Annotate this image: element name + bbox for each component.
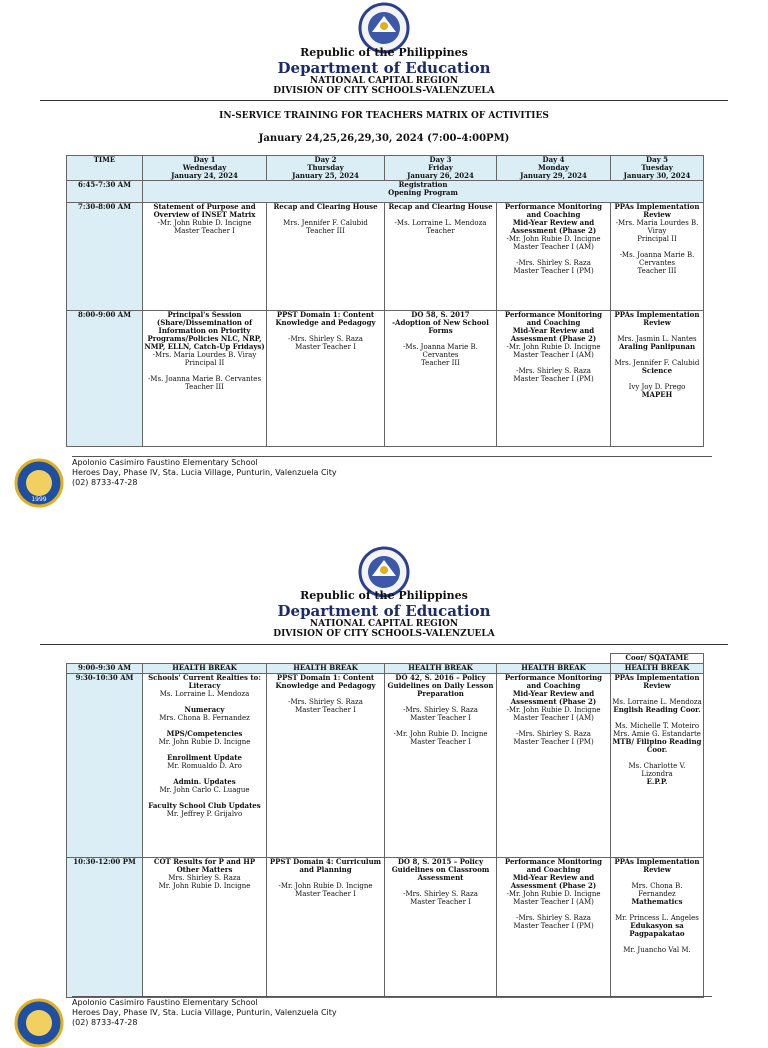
break-cell: HEALTH BREAK	[143, 664, 267, 674]
activity-cell: Statement of Purpose and Overview of INSET Matrix -Mr. John Rubie D. Incigne Master Teacher I	[143, 203, 267, 311]
activity-cell: PPAs Implementation Review Mrs. Chona B. Fernandez Mathematics Mr. Princess L. Angeles Edukasyon sa Pagpapakatao Mr. Juancho Val M.	[611, 858, 704, 998]
activity-cell: PPST Domain 1: Content Knowledge and Pedagogy -Mrs. Shirley S. Raza Master Teacher I	[267, 674, 385, 858]
table-row	[67, 664, 704, 674]
region-label: NATIONAL CAPITAL REGION	[309, 76, 459, 86]
department-label: Department of Education	[277, 59, 491, 77]
activity-cell: Performance Monitoring and Coaching Mid-Year Review and Assessment (Phase 2) -Mr. John Rubie D. Incigne Master Teacher I (AM) -Mrs. Shirley S. Raza Master Teacher I (PM)	[497, 674, 611, 858]
break-cell: HEALTH BREAK	[611, 664, 704, 674]
school-address: Heroes Day, Phase IV, Sta. Lucia Village, Punturin, Valenzuela City	[72, 468, 337, 477]
footer-divider	[72, 996, 712, 997]
table-row	[67, 858, 704, 998]
region-label: NATIONAL CAPITAL REGION	[309, 619, 459, 629]
time-cell: 9:30-10:30 AM	[67, 674, 143, 858]
day-header: Day 2 Thursday January 25, 2024	[267, 156, 385, 181]
activity-cell: DO 8, S. 2015 – Policy Guidelines on Classroom Assessment -Mrs. Shirley S. Raza Master Teacher I	[385, 858, 497, 998]
school-phone: (02) 8733-47-28	[72, 478, 138, 487]
activity-cell: COT Results for P and HP Other Matters Mrs. Shirley S. Raza Mr. John Rubie D. Incigne	[143, 858, 267, 998]
schedule-table-2	[66, 653, 704, 998]
table-row	[67, 203, 704, 311]
svg-text:1999: 1999	[31, 496, 47, 503]
activity-cell: PPST Domain 4: Curriculum and Planning -Mr. John Rubie D. Incigne Master Teacher I	[267, 858, 385, 998]
activity-cell: Recap and Clearing House Mrs. Jennifer F. Calubid Teacher III	[267, 203, 385, 311]
footer-divider	[72, 456, 712, 457]
footer	[72, 458, 337, 488]
table-row	[67, 654, 704, 664]
activity-cell: PPAs Implementation Review Mrs. Jasmin L. Nantes Araling Panlipunan Mrs. Jennifer F. Calubid Science Ivy Joy D. Prego MAPEH	[611, 311, 704, 447]
table-row	[67, 181, 704, 203]
time-header: TIME	[67, 156, 143, 181]
day-header: Day 5 Tuesday January 30, 2024	[611, 156, 704, 181]
day-header: Day 4 Monday January 29, 2024	[497, 156, 611, 181]
school-address: Heroes Day, Phase IV, Sta. Lucia Village, Punturin, Valenzuela City	[72, 1008, 337, 1017]
division-label: DIVISION OF CITY SCHOOLS-VALENZUELA	[273, 629, 495, 639]
header-divider	[40, 644, 728, 645]
table-row	[67, 311, 704, 447]
division-label: DIVISION OF CITY SCHOOLS-VALENZUELA	[273, 86, 495, 96]
table-row	[67, 674, 704, 858]
time-cell: 7:30-8:00 AM	[67, 203, 143, 311]
day-header: Day 3 Friday January 26, 2024	[385, 156, 497, 181]
republic-label: Republic of the Philippines	[300, 46, 468, 59]
page-1	[0, 0, 768, 520]
school-name: Apolonio Casimiro Faustino Elementary School	[72, 998, 258, 1007]
school-logo-icon	[14, 458, 64, 508]
activity-cell: Principal's Session (Share/Dissemination of Information on Priority Programs/Policies NLC, NRP, NMP, ELLN, Catch-Up Fridays) -Mrs. Maria Lourdes B. Viray Principal II -Ms. Joanna Marie B. Cervantes Teacher III	[143, 311, 267, 447]
school-phone: (02) 8733-47-28	[72, 1018, 138, 1027]
document-dates: January 24,25,26,29,30, 2024 (7:00–4:00PM)	[258, 133, 510, 144]
break-cell: HEALTH BREAK	[497, 664, 611, 674]
activity-cell: PPST Domain 1: Content Knowledge and Pedagogy -Mrs. Shirley S. Raza Master Teacher I	[267, 311, 385, 447]
registration-cell: Registration Opening Program	[143, 181, 704, 203]
time-cell: 8:00-9:00 AM	[67, 311, 143, 447]
activity-cell: DO 58, S. 2017 -Adoption of New School Forms -Ms. Joanna Marie B. Cervantes Teacher III	[385, 311, 497, 447]
activity-cell: DO 42, S. 2016 – Policy Guidelines on Daily Lesson Preparation -Mrs. Shirley S. Raza Master Teacher I -Mr. John Rubie D. Incigne Master Teacher I	[385, 674, 497, 858]
department-label: Department of Education	[277, 602, 491, 620]
table-header-row	[67, 156, 704, 181]
activity-cell: Performance Monitoring and Coaching Mid-Year Review and Assessment (Phase 2) -Mr. John Rubie D. Incigne Master Teacher I (AM) -Mrs. Shirley S. Raza Master Teacher I (PM)	[497, 311, 611, 447]
time-cell: 6:45-7:30 AM	[67, 181, 143, 203]
activity-cell: Schools' Current Realties to: Literacy Ms. Lorraine L. Mendoza Numeracy Mrs. Chona B. Fernandez MPS/Competencies Mr. John Rubie D. Incigne Enrollment Update Mr. Romualdo D. Aro Admin. Updates Mr. John Carlo C. Luague Faculty School Club Updates Mr. Jeffrey P. Grijalvo	[143, 674, 267, 858]
schedule-table-1	[66, 155, 704, 447]
activity-cell: PPAs Implementation Review Ms. Lorraine L. Mendoza English Reading Coor. Ms. Michelle T. Moteiro Mrs. Amie G. Estandarte MTB/ Filipino Reading Coor. Ms. Charlotte V. Lizondra E.P.P.	[611, 674, 704, 858]
republic-label: Republic of the Philippines	[300, 589, 468, 602]
activity-cell: Performance Monitoring and Coaching Mid-Year Review and Assessment (Phase 2) -Mr. John Rubie D. Incigne Master Teacher I (AM) -Mrs. Shirley S. Raza Master Teacher I (PM)	[497, 203, 611, 311]
break-cell: HEALTH BREAK	[267, 664, 385, 674]
coor-label: Coor/ SQATAME	[611, 654, 704, 664]
time-cell: 9:00-9:30 AM	[67, 664, 143, 674]
activity-cell: Recap and Clearing House -Ms. Lorraine L. Mendoza Teacher	[385, 203, 497, 311]
header-divider	[40, 100, 728, 101]
break-cell: HEALTH BREAK	[385, 664, 497, 674]
time-cell: 10:30-12:00 PM	[67, 858, 143, 998]
page-2	[0, 542, 768, 1027]
activity-cell: PPAs Implementation Review -Mrs. Maria Lourdes B. Viray Principal II -Ms. Joanna Marie B. Cervantes Teacher III	[611, 203, 704, 311]
school-logo-icon	[14, 998, 64, 1048]
school-name: Apolonio Casimiro Faustino Elementary School	[72, 458, 258, 467]
day-header: Day 1 Wednesday January 24, 2024	[143, 156, 267, 181]
activity-cell: Performance Monitoring and Coaching Mid-Year Review and Assessment (Phase 2) -Mr. John Rubie D. Incigne Master Teacher I (AM) -Mrs. Shirley S. Raza Master Teacher I (PM)	[497, 858, 611, 998]
document-title: IN-SERVICE TRAINING FOR TEACHERS MATRIX OF ACTIVITIES	[219, 111, 549, 121]
